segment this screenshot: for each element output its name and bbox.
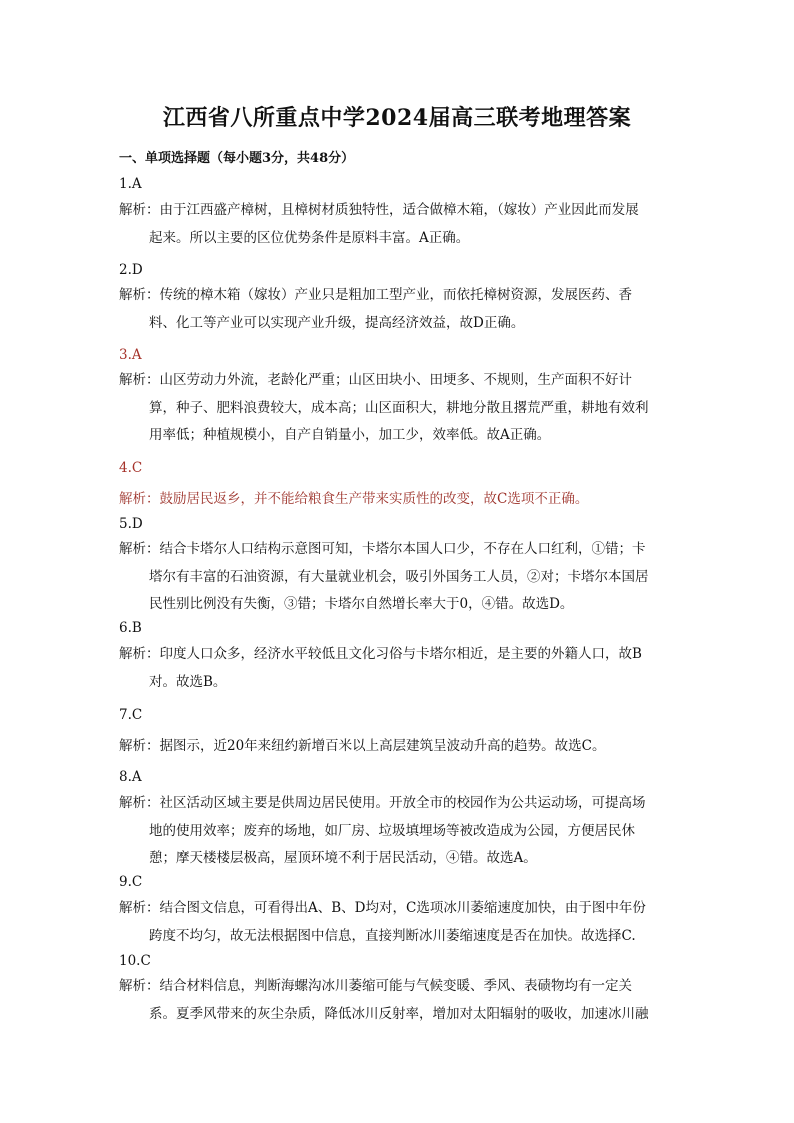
- answer-line: 解析：山区劳动力外流，老龄化严重；山区田块小、田埂多、不规则，生产面积不好计: [119, 372, 632, 388]
- answer-line: 跨度不均匀，故无法根据图中信息，直接判断冰川萎缩速度是否在加快。故选择C.: [149, 927, 636, 944]
- answer-line: 料、化工等产业可以实现产业升级，提高经济效益，故D正确。: [149, 314, 525, 331]
- question-number-4: 4.C: [119, 460, 143, 476]
- answer-line: 解析：结合图文信息，可看得出A、B、D均对，C选项冰川萎缩速度加快，由于图中年份: [119, 900, 646, 916]
- answer-explanation-9: [119, 895, 659, 950]
- answer-explanation-7: [119, 733, 659, 761]
- question-number-9: 9.C: [119, 874, 143, 890]
- answer-explanation-6: [119, 641, 659, 696]
- question-number-5: 5.D: [119, 516, 143, 532]
- answer-explanation-5: [119, 536, 659, 619]
- answer-line: 地的使用效率；废弃的场地，如厂房、垃圾填埋场等被改造成为公园，方便居民休: [149, 822, 635, 839]
- answer-explanation-3: [119, 367, 659, 450]
- answer-line: 解析：传统的樟木箱（嫁妆）产业只是粗加工型产业，而依托樟树资源，发展医药、香: [119, 287, 632, 303]
- section-heading: 一、单项选择题（每小题3分，共48分）: [119, 151, 355, 166]
- answer-line: 解析：印度人口众多，经济水平较低且文化习俗与卡塔尔相近，是主要的外籍人口，故B: [119, 646, 642, 662]
- answer-line: 用率低；种植规模小，自产自销量小，加工少，效率低。故A正确。: [149, 427, 551, 443]
- answer-explanation-1: [119, 197, 659, 252]
- answer-line: 民性别比例没有失衡，③错；卡塔尔自然增长率大于0，④错。故选D。: [149, 596, 574, 612]
- answer-explanation-2: [119, 282, 659, 337]
- answer-explanation-10: [119, 973, 659, 1028]
- answer-line: 算，种子、肥料浪费较大，成本高；山区面积大，耕地分散且撂荒严重，耕地有效利: [149, 399, 649, 416]
- answer-line: 系。夏季风带来的灰尘杂质，降低冰川反射率，增加对太阳辐射的吸收，加速冰川融: [149, 1005, 649, 1022]
- answer-line: 解析：结合材料信息，判断海螺沟冰川萎缩可能与气候变暖、季风、表碛物均有一定关: [119, 978, 632, 994]
- question-number-1: 1.A: [119, 176, 142, 192]
- answer-line: 塔尔有丰富的石油资源，有大量就业机会，吸引外国务工人员，②对；卡塔尔本国居: [149, 568, 649, 585]
- answer-line: 解析：据图示，近20年来纽约新增百米以上高层建筑呈波动升高的趋势。故选C。: [119, 738, 606, 754]
- question-number-8: 8.A: [119, 769, 142, 785]
- answer-explanation-8: [119, 790, 659, 873]
- answer-line: 解析：社区活动区域主要是供周边居民使用。开放全市的校园作为公共运动场，可提高场: [119, 795, 646, 811]
- question-number-3: 3.A: [119, 347, 142, 363]
- answer-line: 解析：鼓励居民返乡，并不能给粮食生产带来实质性的改变，故C选项不正确。: [119, 491, 589, 507]
- question-number-10: 10.C: [119, 953, 151, 969]
- answer-line: 憩；摩天楼楼层极高，屋顶环境不利于居民活动，④错。故选A。: [149, 850, 537, 866]
- answer-line: 解析：结合卡塔尔人口结构示意图可知，卡塔尔本国人口少，不存在人口红利，①错；卡: [119, 541, 646, 557]
- page-title: 江西省八所重点中学2024届高三联考地理答案: [162, 105, 632, 131]
- answer-line: 解析：由于江西盛产樟树，且樟树材质独特性，适合做樟木箱，（嫁妆）产业因此而发展: [119, 202, 639, 218]
- answer-line: 起来。所以主要的区位优势条件是原料丰富。A正确。: [149, 229, 470, 246]
- question-number-6: 6.B: [119, 620, 142, 636]
- question-number-2: 2.D: [119, 262, 143, 278]
- question-number-7: 7.C: [119, 707, 143, 723]
- answer-explanation-4: [119, 486, 659, 514]
- answer-line: 对。故选B。: [149, 673, 227, 690]
